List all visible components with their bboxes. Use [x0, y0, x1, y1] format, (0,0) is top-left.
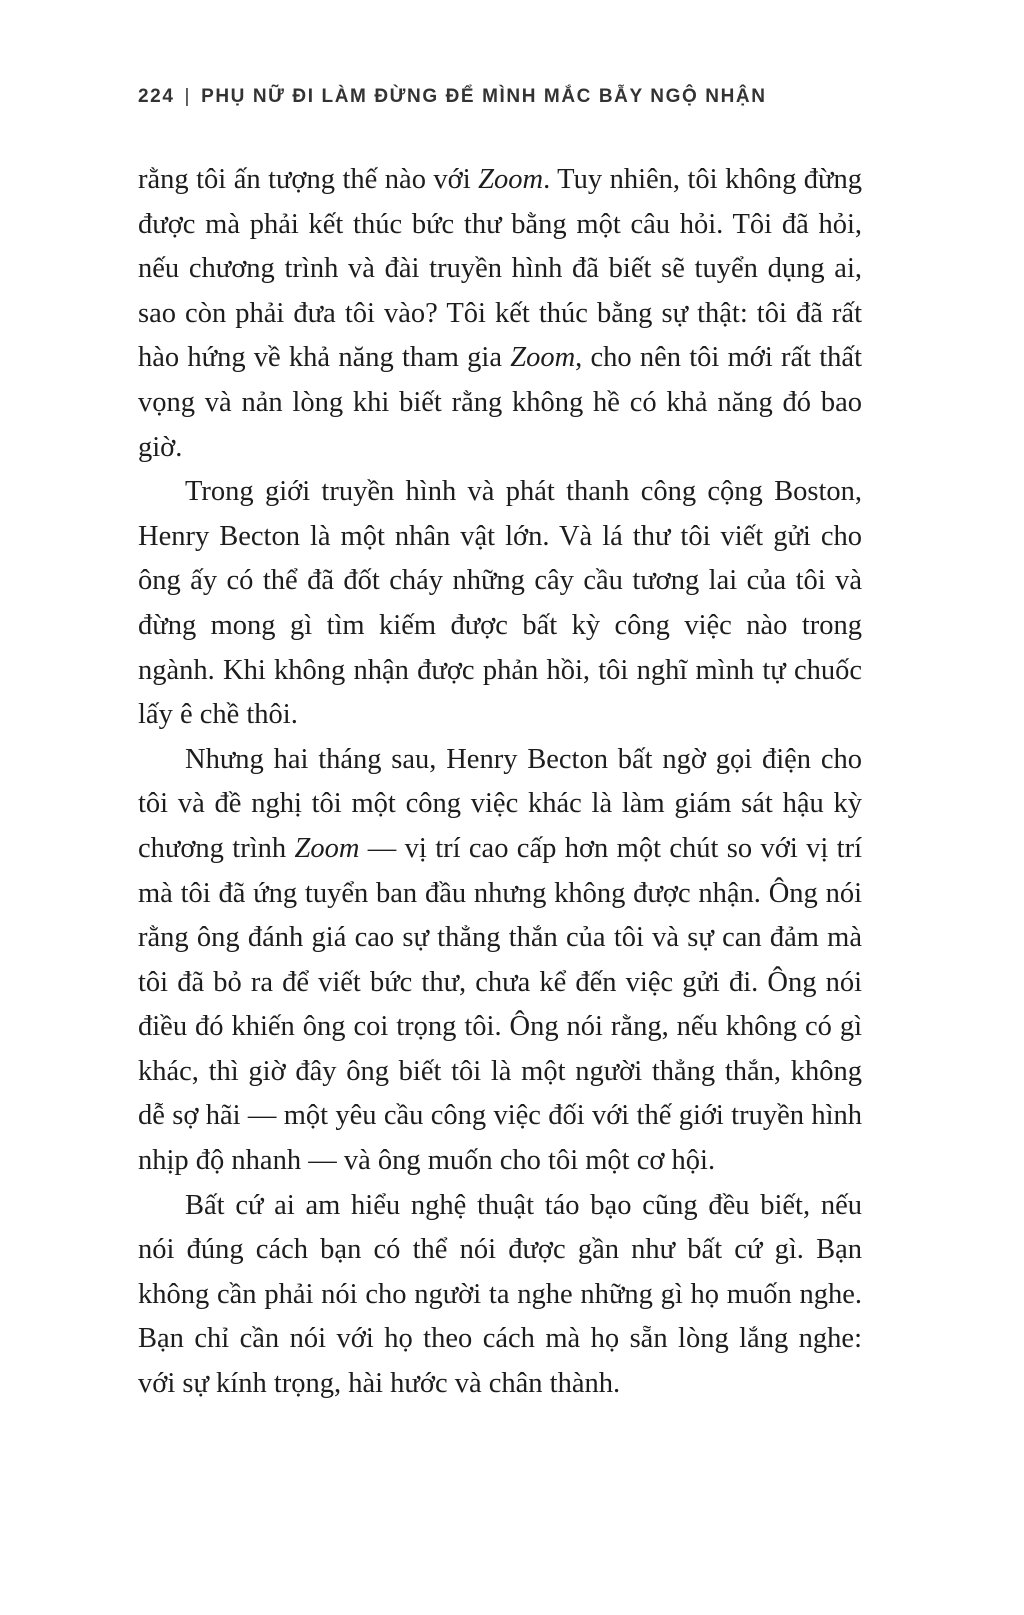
paragraph — [138, 158, 862, 470]
text-run: — vị trí cao cấp hơn một chút so với vị trí mà tôi đã ứng tuyển ban đầu nhưng không được nhận. Ông nói rằng ông đánh giá cao sự thẳng thắn của tôi và sự can đảm mà tôi đã bỏ ra để viết bức thư, chưa kể đến việc gửi đi. Ông nói điều đó khiến ông coi trọng tôi. Ông nói rằng, nếu không có gì khác, thì giờ đây ông biết tôi là một người thẳng thắn, không dễ sợ hãi — một yêu cầu công việc đối với thế giới truyền hình nhịp độ nhanh — và ông muốn cho tôi một cơ hội. — [138, 832, 862, 1177]
paragraph — [138, 470, 862, 738]
italic-work-title: Zoom — [294, 832, 360, 864]
italic-work-title: Zoom — [510, 342, 576, 374]
text-run: , cho nên tôi mới rất thất vọng và nản lòng khi biết rằng không hề có khả năng đó bao giờ. — [138, 342, 862, 463]
paragraph — [138, 738, 862, 1184]
chapter-title: PHỤ NỮ ĐI LÀM ĐỪNG ĐỂ MÌNH MẮC BẪY NGỘ NHẬN — [201, 86, 767, 107]
header-separator: | — [184, 86, 192, 107]
running-header — [138, 86, 862, 108]
paragraph — [138, 1184, 862, 1407]
text-run: rằng tôi ấn tượng thế nào với — [138, 164, 479, 195]
text-run: . Tuy nhiên, tôi không đừng được mà phải kết thúc bức thư bằng một câu hỏi. Tôi đã hỏi, nếu chương trình và đài truyền hình đã biết sẽ tuyển dụng ai, sao còn phải đưa tôi vào? Tôi kết thúc bằng sự thật: tôi đã rất hào hứng về khả năng tham gia — [138, 164, 862, 374]
italic-work-title: Zoom — [478, 164, 544, 195]
text-run: Trong giới truyền hình và phát thanh công cộng Boston, Henry Becton là một nhân vật lớn. Và lá thư tôi viết gửi cho ông ấy có thể đã đốt cháy những cây cầu tương lai của tôi và đừng mong gì tìm kiếm được bất kỳ công việc nào trong ngành. Khi không nhận được phản hồi, tôi nghĩ mình tự chuốc lấy ê chề thôi. — [138, 476, 862, 731]
text-run: Bất cứ ai am hiểu nghệ thuật táo bạo cũng đều biết, nếu nói đúng cách bạn có thể nói được gần như bất cứ gì. Bạn không cần phải nói cho người ta nghe những gì họ muốn nghe. Bạn chỉ cần nói với họ theo cách mà họ sẵn lòng lắng nghe: với sự kính trọng, hài hước và chân thành. — [138, 1189, 862, 1400]
page-number: 224 — [138, 86, 175, 107]
body-text — [138, 158, 862, 1407]
text-run: Nhưng hai tháng sau, Henry Becton bất ngờ gọi điện cho tôi và đề nghị tôi một công việc khác là làm giám sát hậu kỳ chương trình — [138, 743, 862, 864]
